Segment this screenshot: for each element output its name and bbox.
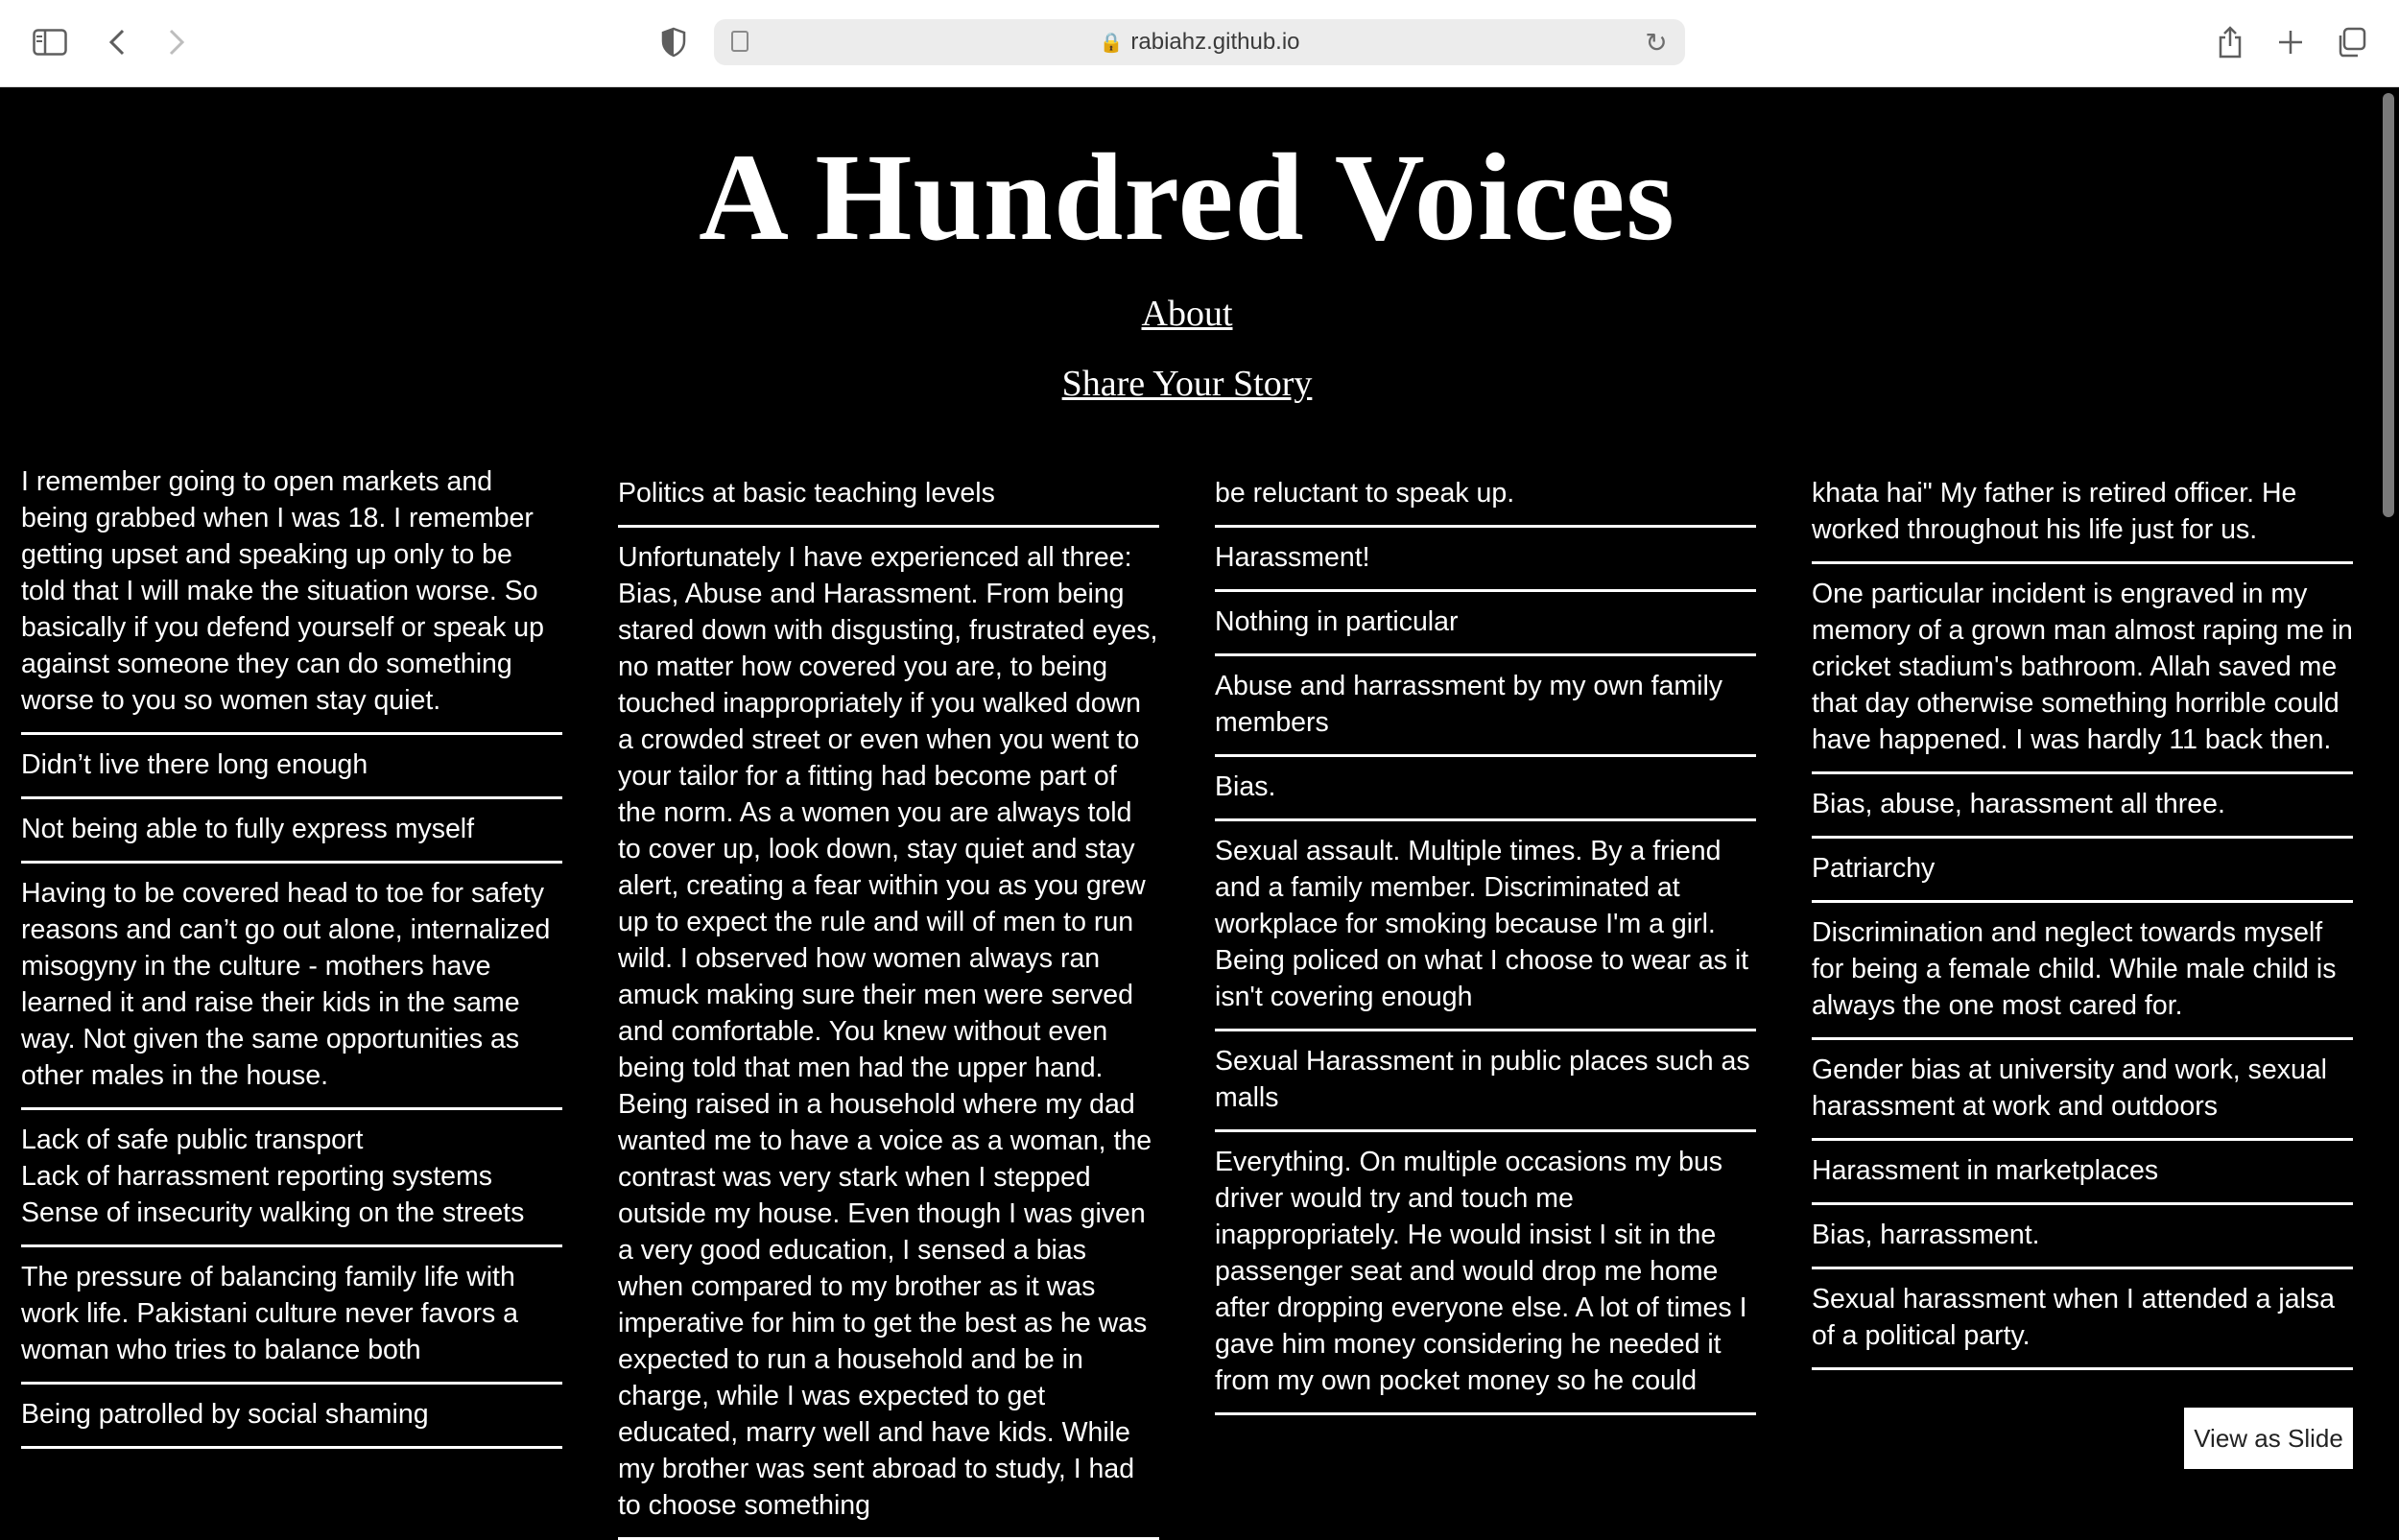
story-entry: Nothing in particular xyxy=(1215,592,1756,656)
story-entry: Lack of safe public transport Lack of harrassment reporting systems Sense of insecurity walking on the streets xyxy=(21,1110,562,1247)
story-entry: Being patrolled by social shaming xyxy=(21,1385,562,1449)
story-entry: Patriarchy xyxy=(1812,839,2353,903)
story-entry: khata hai" My father is retired officer. He worked throughout his life just for us. xyxy=(1812,463,2353,564)
share-icon[interactable] xyxy=(2209,21,2251,63)
story-entry: Sexual harassment when I attended a jalsa of a political party. xyxy=(1812,1269,2353,1370)
site-title: A Hundred Voices xyxy=(699,129,1675,267)
story-entry: Harassment! xyxy=(1215,528,1756,592)
story-entry: Having to be covered head to toe for safety reasons and can’t go out alone, internalized misogyny in the culture - mothers have learned it and raise their kids in the same way. Not given the same opportunities as other males in the house. xyxy=(21,864,562,1110)
lock-icon: 🔒 xyxy=(1099,33,1124,54)
forward-icon[interactable] xyxy=(155,21,198,63)
story-entry: Everything. On multiple occasions my bus driver would try and touch me inappropriately. He would insist I sit in the passenger seat and would drop me home after dropping everyone else. A lot of times I gave him money considering he needed it from my own pocket money so he could xyxy=(1215,1132,1756,1415)
story-entry: Unfortunately I have experienced all three: Bias, Abuse and Harassment. From being stared down with disgusting, frustrated eyes, no matter how covered you are, to being touched inappropriately if you walked down a crowded street or even when you went to your tailor for a fitting had become part of the norm. As a women you are always told to cover up, look down, stay quiet and stay alert, creating a fear within you as you grew up to expect the rule and will of men to run wild. I observed how women always ran amuck making sure their men were served and comfortable. You knew without even being told that men had the upper hand. Being raised in a household where my dad wanted me to have a voice as a woman, the contrast was very stark when I stepped outside my house. Even though I was given a very good education, I sensed a bias when compared to my brother as it was imperative for him to get the best as he was expected to run a household and be in charge, while I was expected to get educated, marry well and have kids. While my brother was sent abroad to study, I had to choose something xyxy=(618,528,1159,1540)
story-entry: Sexual Harassment in public places such as malls xyxy=(1215,1031,1756,1132)
sidebar-toggle-icon[interactable] xyxy=(29,21,71,63)
story-entry: be reluctant to speak up. xyxy=(1215,463,1756,528)
story-entry: Didn’t live there long enough xyxy=(21,735,562,799)
page-scrollbar[interactable] xyxy=(2374,87,2399,1500)
story-entry: Politics at basic teaching levels xyxy=(618,463,1159,528)
story-entry: One particular incident is engraved in my memory of a grown man almost raping me in cricket stadium's bathroom. Allah saved me that day otherwise something horrible could have happened. I was hardly 11 back then. xyxy=(1812,564,2353,774)
web-page xyxy=(0,87,2399,1521)
stories-column-1 xyxy=(21,463,562,1449)
story-entry: Harassment in marketplaces xyxy=(1812,1141,2353,1205)
story-entry: Not being able to fully express myself xyxy=(21,799,562,864)
view-as-slide-button[interactable]: View as Slide xyxy=(2184,1408,2353,1469)
about-link[interactable]: About xyxy=(1141,294,1233,334)
story-entry: Gender bias at university and work, sexual harassment at work and outdoors xyxy=(1812,1040,2353,1141)
stories-column-2 xyxy=(618,463,1159,1540)
story-entry: Discrimination and neglect towards myself for being a female child. While male child is always the one most cared for. xyxy=(1812,903,2353,1040)
story-entry: Bias. xyxy=(1215,757,1756,821)
scrollbar-thumb[interactable] xyxy=(2383,93,2394,517)
story-entry: The pressure of balancing family life with work life. Pakistani culture never favors a woman who tries to balance both xyxy=(21,1247,562,1385)
stories-column-3 xyxy=(1215,463,1756,1415)
address-bar[interactable] xyxy=(714,19,1685,65)
reload-icon[interactable]: ↻ xyxy=(1645,27,1668,58)
stories-column-4 xyxy=(1812,463,2353,1370)
share-story-link[interactable]: Share Your Story xyxy=(1061,364,1313,404)
story-entry: I remember going to open markets and being grabbed when I was 18. I remember getting upset and speaking up only to be told that I will make the situation worse. So basically if you defend yourself or speak up against someone they can do something worse to you so women stay quiet. xyxy=(21,463,562,735)
browser-toolbar xyxy=(0,0,2399,87)
story-entry: Sexual assault. Multiple times. By a friend and a family member. Discriminated at workplace for smoking because I'm a girl. Being policed on what I choose to wear as it isn't covering enough xyxy=(1215,821,1756,1031)
new-tab-icon[interactable] xyxy=(2269,21,2312,63)
story-entry: Bias, harrassment. xyxy=(1812,1205,2353,1269)
story-entry: Abuse and harrassment by my own family members xyxy=(1215,656,1756,757)
back-icon[interactable] xyxy=(96,21,138,63)
story-entry: Bias, abuse, harassment all three. xyxy=(1812,774,2353,839)
tab-overview-icon[interactable] xyxy=(2330,21,2372,63)
url-text: rabiahz.github.io xyxy=(1130,29,1300,55)
privacy-shield-icon[interactable] xyxy=(653,21,695,63)
